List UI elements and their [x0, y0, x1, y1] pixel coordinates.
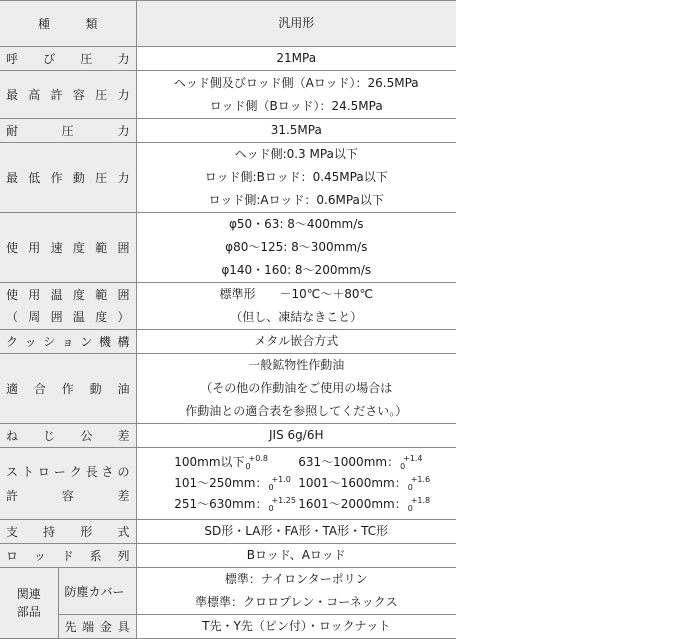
value-rod-end: T先・Y先（ピン付）・ロックナット	[136, 615, 456, 639]
row-cushion	[0, 330, 456, 354]
value-support-type: SD形・LA形・FA形・TA形・TC形	[136, 520, 456, 544]
row-stroke-tolerance	[0, 448, 456, 520]
header-type-label: 種	[38, 17, 51, 31]
value-nominal-pressure: 21MPa	[136, 47, 456, 71]
value-proof-pressure: 31.5MPa	[136, 119, 456, 143]
label-rod-series: ロ ッ ド 系 列	[6, 549, 130, 563]
value-max-allowable-pressure: ヘッド側及びロッド側（Aロッド）：26.5MPa ロッド側（Bロッド）：24.5MPa	[136, 71, 456, 119]
label-tolerance: 許 容 差	[6, 488, 130, 503]
row-support-type	[0, 520, 456, 544]
row-nominal-pressure	[0, 47, 456, 71]
row-fluid	[0, 354, 456, 424]
value-thread-tolerance: JIS 6g/6H	[136, 424, 456, 448]
label-temperature-range: 使 用 温 度 範 囲	[6, 288, 130, 302]
row-proof-pressure	[0, 119, 456, 143]
row-rod-end	[0, 615, 456, 639]
row-speed-range	[0, 213, 456, 283]
value-speed-range: φ50・63: 8～400mm/s φ80～125: 8～300mm/s φ140・160: 8～200mm/s	[136, 213, 456, 283]
label-rod-end: 先 端 金 具	[64, 620, 130, 634]
header-row	[0, 1, 456, 47]
label-max-allowable-pressure: 最 高 許 容 圧 力	[6, 88, 130, 102]
tolerance-item: 631～1000mm： +1.4 0	[298, 453, 423, 471]
tolerance-item: 100mm以下 +0.8 0	[174, 453, 268, 471]
value-dust-cover: 標準：ナイロンターポリン 準標準：クロロプレン・コーネックス	[136, 568, 456, 615]
label-fluid: 適 合 作 動 油	[6, 382, 130, 396]
label-stroke-length: ス ト ロ ー ク 長 さ の	[6, 464, 130, 479]
row-temperature-range	[0, 283, 456, 330]
value-temperature-range: 標準形 －10℃～＋80℃ （但し、凍結なきこと）	[136, 283, 456, 330]
value-min-operating-pressure: ヘッド側:0.3 MPa以下 ロッド側:Bロッド：0.45MPa以下 ロッド側:Aロッド：0.6MPa以下	[136, 143, 456, 213]
label-speed-range: 使 用 速 度 範 囲	[6, 241, 130, 255]
row-min-operating-pressure	[0, 143, 456, 213]
row-max-allowable-pressure	[0, 71, 456, 119]
row-rod-series	[0, 544, 456, 568]
tolerance-item: 251～630mm： +1.25 0	[174, 495, 296, 513]
label-related-parts: 関連 部品	[0, 568, 58, 639]
value-stroke-tolerance	[136, 448, 456, 520]
tolerance-item: 101～250mm： +1.0 0	[174, 474, 291, 492]
label-min-operating-pressure: 最 低 作 動 圧 力	[6, 171, 130, 185]
value-cushion: メタル嵌合方式	[136, 330, 456, 354]
tolerance-item: 1001～1600mm： +1.6 0	[298, 474, 431, 492]
label-dust-cover: 防塵カバー	[58, 568, 136, 615]
header-general-cell: 汎用形	[136, 1, 456, 47]
tolerance-item: 1601～2000mm： +1.8 0	[298, 495, 431, 513]
header-type-label-2: 類	[85, 17, 98, 31]
value-fluid: 一般鉱物性作動油 （その他の作動油をご使用の場合は 作動油との適合表を参照してください。）	[136, 354, 456, 424]
label-cushion: ク ッ シ ョ ン 機 構	[6, 335, 130, 349]
label-thread-tolerance: ね じ 公 差	[6, 429, 130, 443]
value-rod-series: Bロッド、Aロッド	[136, 544, 456, 568]
label-nominal-pressure: 呼 び 圧 力	[6, 52, 130, 66]
row-thread-tolerance	[0, 424, 456, 448]
header-type-cell	[0, 1, 136, 47]
label-ambient-temperature: （ 周 囲 温 度 ）	[6, 310, 130, 324]
label-support-type: 支 持 形 式	[6, 525, 130, 539]
label-proof-pressure: 耐 圧 力	[6, 124, 130, 138]
row-dust-cover	[0, 568, 456, 615]
